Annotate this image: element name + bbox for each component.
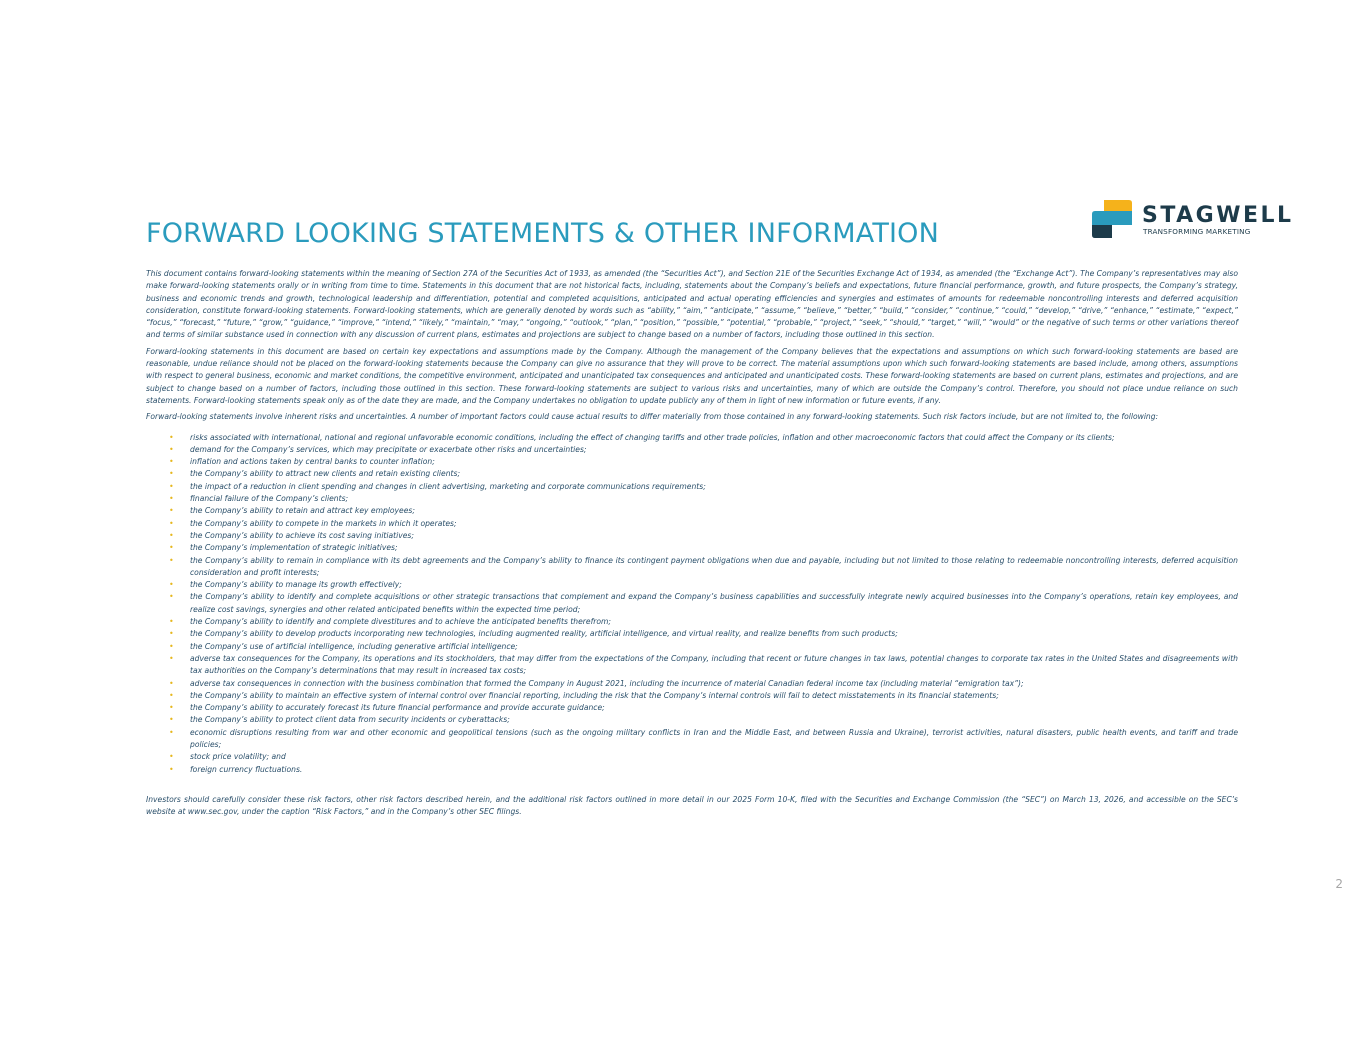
bullet-icon: •	[169, 764, 174, 774]
disclaimer-body	[146, 268, 1238, 822]
list-item	[146, 751, 1238, 763]
list-item-text: the Company’s implementation of strategic initiatives;	[190, 543, 398, 553]
list-item-text: inflation and actions taken by central banks to counter inflation;	[190, 457, 435, 467]
list-item	[146, 505, 1238, 517]
page-number: 2	[1335, 877, 1343, 891]
list-item-text: the Company’s ability to protect client data from security incidents or cyberattacks;	[190, 715, 510, 725]
list-item-text: the Company’s ability to develop products incorporating new technologies, including augmented reality, artificial intelligence, and virtual reality, and realize benefits from such products;	[190, 629, 898, 639]
list-item	[146, 432, 1238, 444]
bullet-icon: •	[169, 530, 174, 540]
list-item	[146, 727, 1238, 752]
bullet-icon: •	[169, 629, 174, 639]
bullet-icon: •	[169, 469, 174, 479]
closing-paragraph: Investors should carefully consider these risk factors, other risk factors described herein, and the additional risk factors outlined in more detail in our 2025 Form 10-K, filed with the Securities and Exchange Commission (the “SEC”) on March 13, 2026, and accessible on the SEC’s website at www.sec.gov, under the caption “Risk Factors,” and in the Company’s other SEC filings.	[146, 794, 1238, 817]
list-item-text: the Company’s ability to achieve its cost saving initiatives;	[190, 530, 414, 540]
list-item	[146, 653, 1238, 678]
risk-intro-paragraph: Forward-looking statements involve inherent risks and uncertainties. A number of important factors could cause actual results to differ materially from those contained in any forward-looking statements. Such risk factors include, but are not limited to, the following:	[146, 412, 1159, 422]
bullet-icon: •	[169, 432, 174, 442]
bullet-icon: •	[169, 555, 174, 565]
list-item	[146, 456, 1238, 468]
list-item-text: foreign currency fluctuations.	[190, 764, 303, 774]
bullet-icon: •	[169, 752, 174, 762]
bullet-icon: •	[169, 727, 174, 737]
list-item	[146, 468, 1238, 480]
bullet-icon: •	[169, 457, 174, 467]
list-item	[146, 714, 1238, 726]
list-item	[146, 591, 1238, 616]
bullet-icon: •	[169, 506, 174, 516]
list-item-text: the Company’s use of artificial intelligence, including generative artificial intelligence;	[190, 641, 518, 651]
list-item	[146, 628, 1238, 640]
list-item-text: financial failure of the Company’s clients;	[190, 494, 349, 504]
bullet-icon: •	[169, 617, 174, 627]
list-item-text: the Company’s ability to attract new clients and retain existing clients;	[190, 469, 460, 479]
list-item	[146, 530, 1238, 542]
bullet-icon: •	[169, 444, 174, 454]
page-title: FORWARD LOOKING STATEMENTS & OTHER INFORMATION	[146, 218, 940, 249]
bullet-icon: •	[169, 715, 174, 725]
list-item-text: the Company’s ability to identify and complete divestitures and to achieve the anticipated benefits therefrom;	[190, 617, 611, 627]
list-item	[146, 678, 1238, 690]
assumptions-paragraph: Forward-looking statements in this document are based on certain key expectations and assumptions made by the Company. Although the management of the Company believes that the expectations and assumptions on which such forward-looking statements are based are reasonable, undue reliance should not be placed on the forward-looking statements because the Company can give no assurance that they will prove to be correct. The material assumptions upon which such forward-looking statements are based include, among others, assumptions with respect to general business, economic and market conditions, the competitive environment, anticipated and unanticipated tax consequences and anticipated and unanticipated costs. These forward-looking statements are based on current plans, estimates and projections, and are subject to change based on a number of factors, including those outlined in this section. These forward-looking statements are subject to various risks and uncertainties, many of which are outside the Company’s control. Therefore, you should not place undue reliance on such statements. Forward-looking statements speak only as of the date they are made, and the Company undertakes no obligation to update publicly any of them in light of new information or future events, if any.	[146, 346, 1238, 405]
list-item	[146, 616, 1238, 628]
stagwell-mark-icon	[1090, 198, 1134, 240]
logo-tagline: TRANSFORMING MARKETING	[1143, 227, 1251, 236]
bullet-icon: •	[169, 494, 174, 504]
list-item	[146, 493, 1238, 505]
bullet-icon: •	[169, 543, 174, 553]
logo-wordmark: STAGWELL	[1142, 203, 1294, 228]
list-item-text: the Company’s ability to maintain an effective system of internal control over financial reporting, including the risk that the Company’s internal controls will fail to detect misstatements in its financial statements;	[190, 690, 999, 700]
list-item	[146, 518, 1238, 530]
stagwell-logo	[1090, 198, 1305, 240]
list-item-text: demand for the Company’s services, which may precipitate or exacerbate other risks and uncertainties;	[190, 444, 587, 454]
list-item-text: stock price volatility; and	[190, 752, 286, 762]
list-item	[146, 579, 1238, 591]
list-item-text: the Company’s ability to manage its growth effectively;	[190, 580, 402, 590]
bullet-icon: •	[169, 653, 174, 663]
bullet-icon: •	[169, 703, 174, 713]
bullet-icon: •	[169, 678, 174, 688]
risk-factors-list	[146, 432, 1238, 776]
bullet-icon: •	[169, 592, 174, 602]
list-item	[146, 555, 1238, 580]
list-item-text: the impact of a reduction in client spending and changes in client advertising, marketing and corporate communications requirements;	[190, 481, 706, 491]
list-item	[146, 690, 1238, 702]
bullet-icon: •	[169, 580, 174, 590]
list-item-text: the Company’s ability to remain in compliance with its debt agreements and the Company’s ability to finance its contingent payment obligations when due and payable, including but not limited to those relating to redeemable noncontrolling interests, deferred acquisition consideration and profit interests;	[190, 555, 1238, 577]
bullet-icon: •	[169, 641, 174, 651]
list-item	[146, 542, 1238, 554]
bullet-icon: •	[169, 518, 174, 528]
list-item	[146, 481, 1238, 493]
list-item-text: the Company’s ability to identify and complete acquisitions or other strategic transactions that complement and expand the Company’s business capabilities and successfully integrate newly acquired businesses into the Company’s operations, retain key employees, and realize cost savings, synergies and other related anticipated benefits within the expected time period;	[190, 592, 1238, 614]
list-item-text: adverse tax consequences for the Company, its operations and its stockholders, that may differ from the expectations of the Company, including that recent or future changes in tax laws, potential changes to corporate tax rates in the United States and disagreements with tax authorities on the Company’s determinations that may result in increased tax costs;	[190, 653, 1238, 676]
list-item-text: risks associated with international, national and regional unfavorable economic conditions, including the effect of changing tariffs and other trade policies, inflation and other macroeconomic factors that could affect the Company or its clients;	[190, 432, 1115, 442]
list-item-text: economic disruptions resulting from war and other economic and geopolitical tensions (such as the ongoing military conflicts in Iran and the Middle East, and between Russia and Ukraine), terrorist activities, natural disasters, public health events, and tariff and trade policies;	[190, 727, 1238, 749]
bullet-icon: •	[169, 481, 174, 491]
list-item	[146, 444, 1238, 456]
list-item-text: adverse tax consequences in connection with the business combination that formed the Company in August 2021, including the incurrence of material Canadian federal income tax (including material “emigration tax”);	[190, 678, 1024, 688]
bullet-icon: •	[169, 690, 174, 700]
list-item-text: the Company’s ability to retain and attract key employees;	[190, 506, 415, 516]
list-item	[146, 641, 1238, 653]
intro-paragraph: This document contains forward-looking statements within the meaning of Section 27A of the Securities Act of 1933, as amended (the “Securities Act”), and Section 21E of the Securities Exchange Act of 1934, as amended (the “Exchange Act”). The Company’s representatives may also make forward-looking statements orally or in writing from time to time. Statements in this document that are not historical facts, including, statements about the Company’s beliefs and expectations, future financial performance, growth, and future prospects, the Company’s strategy, business and economic trends and growth, technological leadership and differentiation, potential and completed acquisitions, anticipated and actual operating efficiencies and synergies and estimates of amounts for redeemable noncontrolling interests and deferred acquisition consideration, constitute forward-looking statements. Forward-looking statements, which are generally denoted by words such as “ability,” “aim,” “anticipate,” “assume,” “believe,” “better,” “build,” “consider,” “continue,” “could,” “develop,” “drive,” “enhance,” “estimate,” “expect,” “focus,” “forecast,” “future,” “grow,” “guidance,” “improve,” “intend,” “likely,” “maintain,” “may,” “ongoing,” “outlook,” “plan,” “position,” “possible,” “potential,” “probable,” “project,” “seek,” “should,” “target,” “will,” “would” or the negative of such terms or other variations thereof and terms of similar substance used in connection with any discussion of current plans, estimates and projections are subject to change based on a number of factors, including those outlined in this section.	[146, 269, 1238, 340]
list-item-text: the Company’s ability to accurately forecast its future financial performance and provide accurate guidance;	[190, 703, 605, 713]
list-item-text: the Company’s ability to compete in the markets in which it operates;	[190, 518, 457, 528]
list-item	[146, 764, 1238, 776]
list-item	[146, 702, 1238, 714]
